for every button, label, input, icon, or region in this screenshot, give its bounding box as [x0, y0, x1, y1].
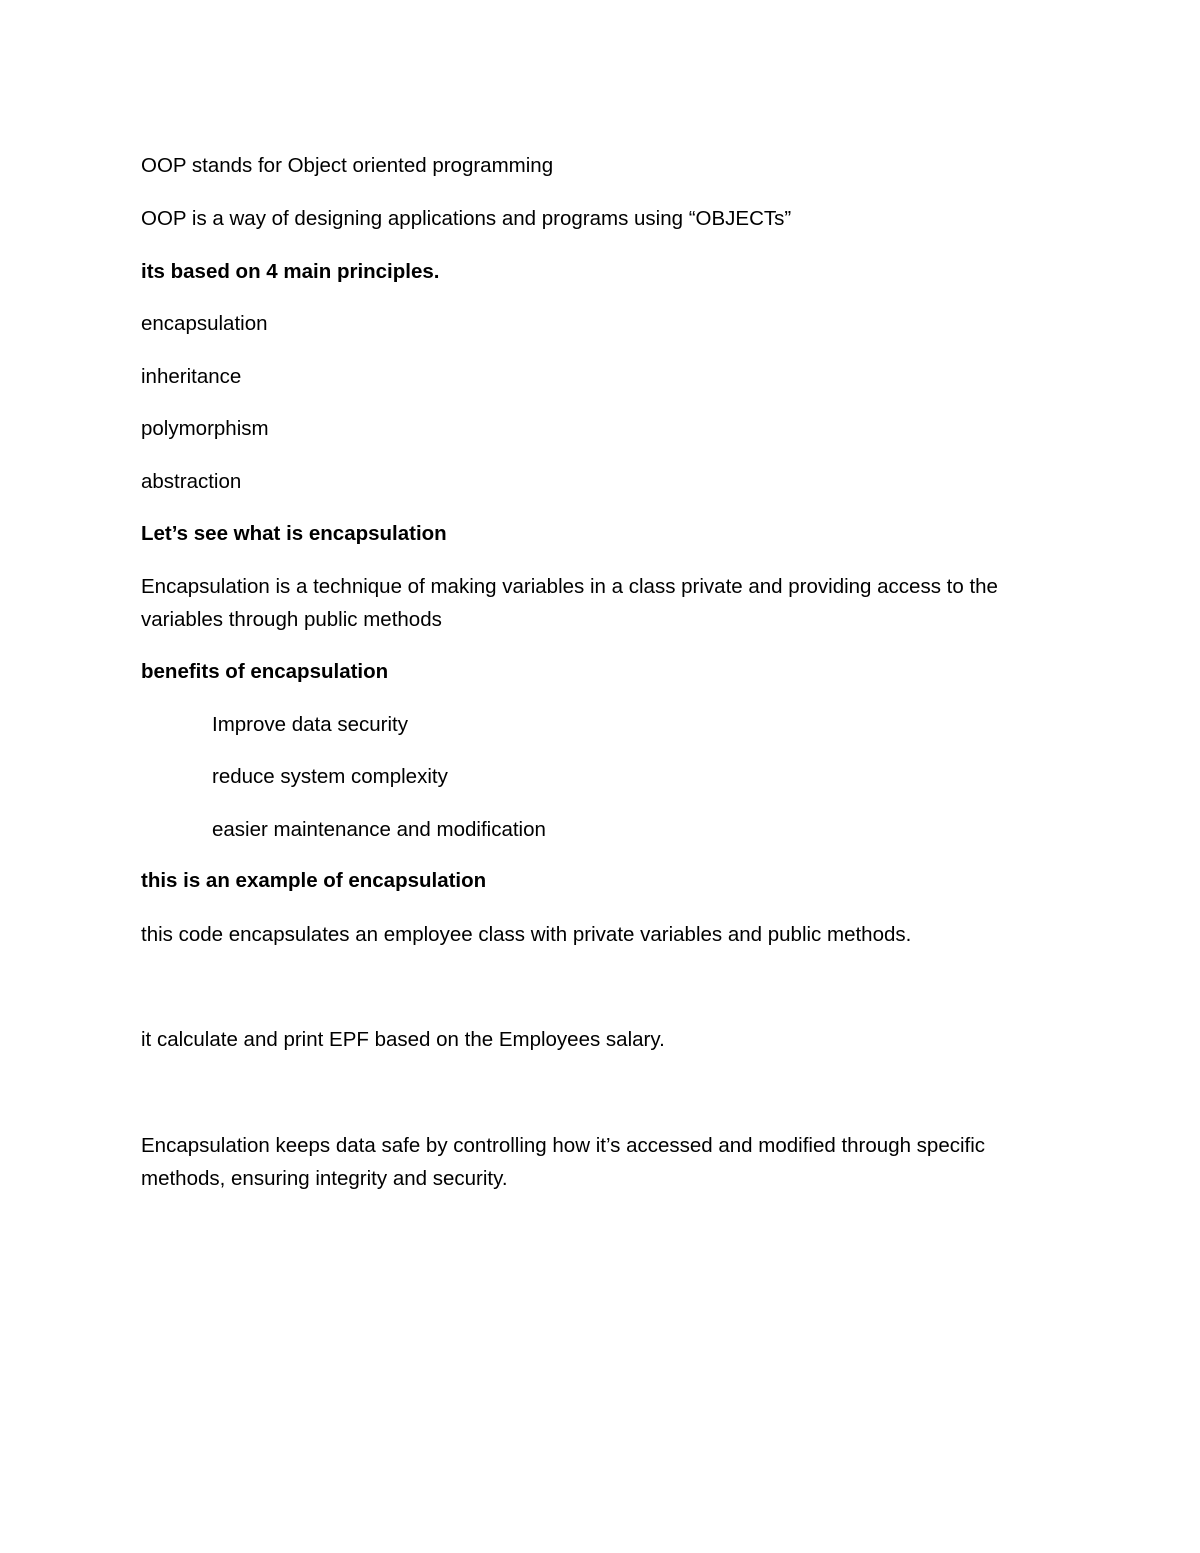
conclusion-paragraph: Encapsulation keeps data safe by controlling how it’s accessed and modified through specific methods, ensuring integrity and security. — [141, 1134, 986, 1190]
principles-heading: its based on 4 main principles. — [141, 260, 440, 283]
benefits-heading: benefits of encapsulation — [141, 660, 389, 683]
intro-line-1: OOP stands for Object oriented programming — [141, 154, 554, 177]
principle-item-polymorphism: polymorphism — [141, 417, 269, 440]
intro-line-2: OOP is a way of designing applications and programs using “OBJECTs” — [141, 207, 792, 230]
benefit-item-maintenance: easier maintenance and modification — [212, 818, 546, 841]
example-heading: this is an example of encapsulation — [141, 869, 487, 892]
benefit-item-security: Improve data security — [212, 713, 408, 736]
principle-item-encapsulation: encapsulation — [141, 312, 268, 335]
principle-item-inheritance: inheritance — [141, 365, 242, 388]
benefit-item-complexity: reduce system complexity — [212, 765, 448, 788]
example-description: this code encapsulates an employee class with private variables and public methods. — [141, 923, 912, 946]
encapsulation-heading: Let’s see what is encapsulation — [141, 522, 447, 545]
principle-item-abstraction: abstraction — [141, 470, 242, 493]
example-calculation: it calculate and print EPF based on the Employees salary. — [141, 1028, 665, 1051]
encapsulation-definition: Encapsulation is a technique of making variables in a class private and providing access to the variables through public methods — [141, 575, 998, 631]
